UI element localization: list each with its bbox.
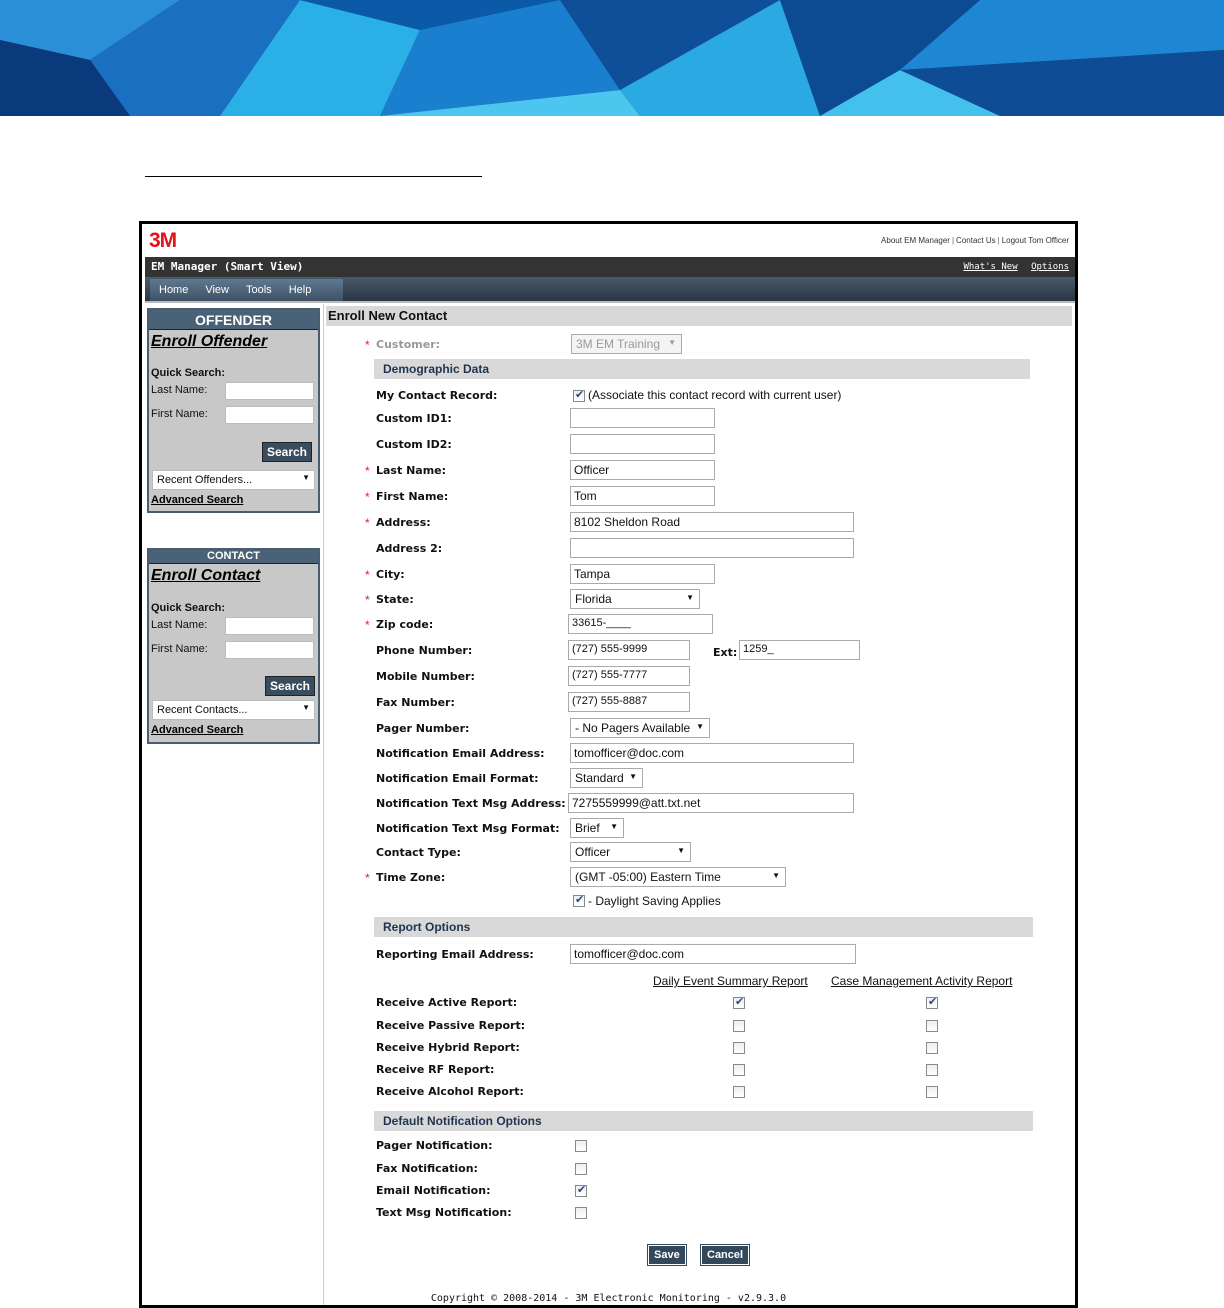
- fax-input[interactable]: (727) 555-8887: [568, 692, 690, 712]
- demographic-section-header: Demographic Data: [374, 359, 1030, 379]
- state-label: State:: [376, 593, 414, 606]
- daily-event-summary-header: Daily Event Summary Report: [653, 974, 808, 988]
- chevron-down-icon: ▼: [696, 722, 704, 731]
- text-msg-notification-checkbox[interactable]: [575, 1207, 587, 1219]
- required-marker: *: [365, 871, 370, 885]
- chevron-down-icon: ▼: [302, 703, 310, 712]
- copyright: Copyright © 2008-2014 - 3M Electronic Monitoring - v2.9.3.0: [430, 1293, 787, 1304]
- chevron-down-icon: ▼: [629, 772, 637, 781]
- report-options-header: Report Options: [374, 917, 1033, 937]
- phone-input[interactable]: (727) 555-9999: [568, 640, 690, 660]
- text-msg-format-select[interactable]: [570, 818, 624, 838]
- notification-email-input[interactable]: tomofficer@doc.com: [570, 743, 854, 763]
- text-msg-address-label: Notification Text Msg Address:: [376, 797, 566, 810]
- offender-panel-title: OFFENDER: [149, 310, 318, 330]
- chevron-down-icon: ▼: [302, 473, 310, 482]
- customer-select[interactable]: [571, 334, 682, 354]
- offender-quick-search-label: Quick Search:: [151, 367, 225, 379]
- report-row-label: Receive Active Report:: [376, 996, 518, 1009]
- address2-label: Address 2:: [376, 542, 443, 555]
- reporting-email-input[interactable]: tomofficer@doc.com: [570, 944, 856, 964]
- chevron-down-icon: ▼: [668, 338, 676, 347]
- city-label: City:: [376, 568, 405, 581]
- required-marker: *: [365, 568, 370, 582]
- rf-daily-checkbox[interactable]: [733, 1064, 745, 1076]
- contact-last-name-input[interactable]: [225, 617, 314, 635]
- contact-type-label: Contact Type:: [376, 846, 461, 859]
- offender-first-name-input[interactable]: [225, 406, 314, 424]
- recent-contacts-value: Recent Contacts...: [157, 704, 248, 716]
- my-contact-text: (Associate this contact record with current user): [588, 388, 842, 402]
- email-notification-checkbox[interactable]: [575, 1185, 587, 1197]
- passive-daily-checkbox[interactable]: [733, 1020, 745, 1032]
- chevron-down-icon: ▼: [772, 871, 780, 880]
- whats-new-link[interactable]: What's New: [963, 262, 1018, 272]
- reporting-email-label: Reporting Email Address:: [376, 948, 534, 961]
- contact-last-name-label: Last Name:: [151, 619, 208, 631]
- address-input[interactable]: 8102 Sheldon Road: [570, 512, 854, 532]
- nav-help[interactable]: Help: [288, 284, 312, 296]
- title-bar: [145, 257, 1075, 277]
- chevron-down-icon: ▼: [677, 846, 685, 855]
- notification-options-header: Default Notification Options: [374, 1111, 1033, 1131]
- about-link[interactable]: About EM Manager: [881, 236, 950, 245]
- case-management-header: Case Management Activity Report: [831, 974, 1013, 988]
- required-marker: *: [365, 490, 370, 504]
- recent-offenders-select[interactable]: [152, 470, 315, 490]
- chevron-down-icon: ▼: [610, 822, 618, 831]
- required-marker: *: [365, 516, 370, 530]
- notification-format-select[interactable]: [570, 768, 643, 788]
- pager-label: Pager Number:: [376, 722, 470, 735]
- alcohol-daily-checkbox[interactable]: [733, 1086, 745, 1098]
- recent-offenders-value: Recent Offenders...: [157, 474, 253, 486]
- zip-input[interactable]: 33615-____: [568, 614, 713, 634]
- timezone-select[interactable]: [570, 867, 786, 887]
- contact-panel-title: CONTACT: [149, 550, 318, 564]
- text-msg-format-label: Notification Text Msg Format:: [376, 822, 560, 835]
- contact-us-link[interactable]: Contact Us: [956, 236, 996, 245]
- offender-advanced-search-link[interactable]: Advanced Search: [151, 494, 244, 506]
- contact-first-name-label: First Name:: [151, 643, 208, 655]
- report-row-label: Receive RF Report:: [376, 1063, 495, 1076]
- hybrid-case-checkbox[interactable]: [926, 1042, 938, 1054]
- enroll-offender-link[interactable]: Enroll Offender: [151, 333, 268, 350]
- state-value: Florida: [575, 592, 612, 606]
- timezone-label: Time Zone:: [376, 871, 446, 884]
- first-name-input[interactable]: Tom: [570, 486, 715, 506]
- city-input[interactable]: Tampa: [570, 564, 715, 584]
- timezone-value: (GMT -05:00) Eastern Time: [575, 870, 721, 884]
- mobile-input[interactable]: (727) 555-7777: [568, 666, 690, 686]
- notification-row-label: Pager Notification:: [376, 1139, 493, 1152]
- ext-label: Ext:: [713, 646, 738, 659]
- contact-search-button[interactable]: Search: [265, 676, 315, 696]
- nav-view[interactable]: View: [205, 284, 229, 296]
- first-name-label: First Name:: [376, 490, 449, 503]
- state-select[interactable]: [570, 589, 700, 609]
- required-marker: *: [365, 338, 370, 352]
- chevron-down-icon: ▼: [686, 593, 694, 602]
- text-msg-address-input[interactable]: 7275559999@att.txt.net: [568, 793, 854, 813]
- pager-value: - No Pagers Available: [575, 721, 691, 735]
- options-link[interactable]: Options: [1031, 262, 1069, 272]
- offender-last-name-input[interactable]: [225, 382, 314, 400]
- text-msg-format-value: Brief: [575, 821, 600, 835]
- hybrid-daily-checkbox[interactable]: [733, 1042, 745, 1054]
- my-contact-label: My Contact Record:: [376, 389, 498, 402]
- last-name-input[interactable]: Officer: [570, 460, 715, 480]
- nav-home[interactable]: Home: [159, 284, 189, 296]
- my-contact-checkbox[interactable]: [573, 390, 585, 402]
- active-daily-checkbox[interactable]: [733, 997, 745, 1009]
- notification-format-value: Standard: [575, 771, 624, 785]
- notification-row-label: Email Notification:: [376, 1184, 491, 1197]
- 3m-logo: 3M: [149, 229, 177, 252]
- report-row-label: Receive Alcohol Report:: [376, 1085, 524, 1098]
- customer-value: 3M EM Training: [576, 337, 661, 351]
- screenshot-frame: [139, 221, 1078, 1308]
- offender-panel: [147, 308, 320, 513]
- contact-advanced-search-link[interactable]: Advanced Search: [151, 724, 244, 736]
- custom-id2-input[interactable]: [570, 434, 715, 454]
- report-row-label: Receive Passive Report:: [376, 1019, 526, 1032]
- contact-type-value: Officer: [575, 845, 611, 859]
- required-marker: *: [365, 618, 370, 632]
- required-marker: *: [365, 593, 370, 607]
- zip-label: Zip code:: [376, 618, 434, 631]
- custom-id2-label: Custom ID2:: [376, 438, 452, 451]
- phone-label: Phone Number:: [376, 644, 473, 657]
- customer-label: Customer:: [376, 338, 441, 351]
- mobile-label: Mobile Number:: [376, 670, 475, 683]
- sidebar-divider: [323, 304, 324, 1305]
- nav-tools[interactable]: Tools: [246, 284, 272, 296]
- save-button[interactable]: Save: [648, 1245, 686, 1265]
- daylight-saving-checkbox[interactable]: [573, 895, 585, 907]
- notification-email-label: Notification Email Address:: [376, 747, 545, 760]
- enroll-contact-link[interactable]: Enroll Contact: [151, 567, 261, 584]
- contact-type-select[interactable]: [570, 842, 691, 862]
- ext-input[interactable]: 1259_: [739, 640, 860, 660]
- active-case-checkbox[interactable]: [926, 997, 938, 1009]
- custom-id1-label: Custom ID1:: [376, 412, 452, 425]
- offender-last-name-label: Last Name:: [151, 384, 208, 396]
- offender-first-name-label: First Name:: [151, 408, 208, 420]
- logout-link[interactable]: Logout Tom Officer: [1001, 236, 1069, 245]
- required-marker: *: [365, 464, 370, 478]
- banner-graphic: [0, 0, 1224, 116]
- rf-case-checkbox[interactable]: [926, 1064, 938, 1076]
- nav-bar: [145, 277, 1075, 303]
- app-title: EM Manager (Smart View): [151, 260, 304, 273]
- address-label: Address:: [376, 516, 431, 529]
- document-rule: [145, 176, 482, 177]
- contact-quick-search-label: Quick Search:: [151, 602, 225, 614]
- pager-select[interactable]: [570, 718, 710, 738]
- alcohol-case-checkbox[interactable]: [926, 1086, 938, 1098]
- pager-notification-checkbox[interactable]: [575, 1140, 587, 1152]
- top-links: About EM Manager | Contact Us | Logout Tom Officer: [881, 236, 1069, 245]
- cancel-button[interactable]: Cancel: [701, 1245, 749, 1265]
- recent-contacts-select[interactable]: [152, 700, 315, 720]
- notification-format-label: Notification Email Format:: [376, 772, 539, 785]
- daylight-saving-text: - Daylight Saving Applies: [588, 894, 721, 908]
- address2-input[interactable]: [570, 538, 854, 558]
- contact-first-name-input[interactable]: [225, 641, 314, 659]
- offender-search-button[interactable]: Search: [262, 442, 312, 462]
- passive-case-checkbox[interactable]: [926, 1020, 938, 1032]
- last-name-label: Last Name:: [376, 464, 447, 477]
- em-manager-app: [142, 224, 1075, 1305]
- report-row-label: Receive Hybrid Report:: [376, 1041, 520, 1054]
- page-title: Enroll New Contact: [326, 306, 1072, 326]
- contact-panel: [147, 548, 320, 744]
- custom-id1-input[interactable]: [570, 408, 715, 428]
- fax-notification-checkbox[interactable]: [575, 1163, 587, 1175]
- notification-row-label: Text Msg Notification:: [376, 1206, 512, 1219]
- notification-row-label: Fax Notification:: [376, 1162, 478, 1175]
- fax-label: Fax Number:: [376, 696, 455, 709]
